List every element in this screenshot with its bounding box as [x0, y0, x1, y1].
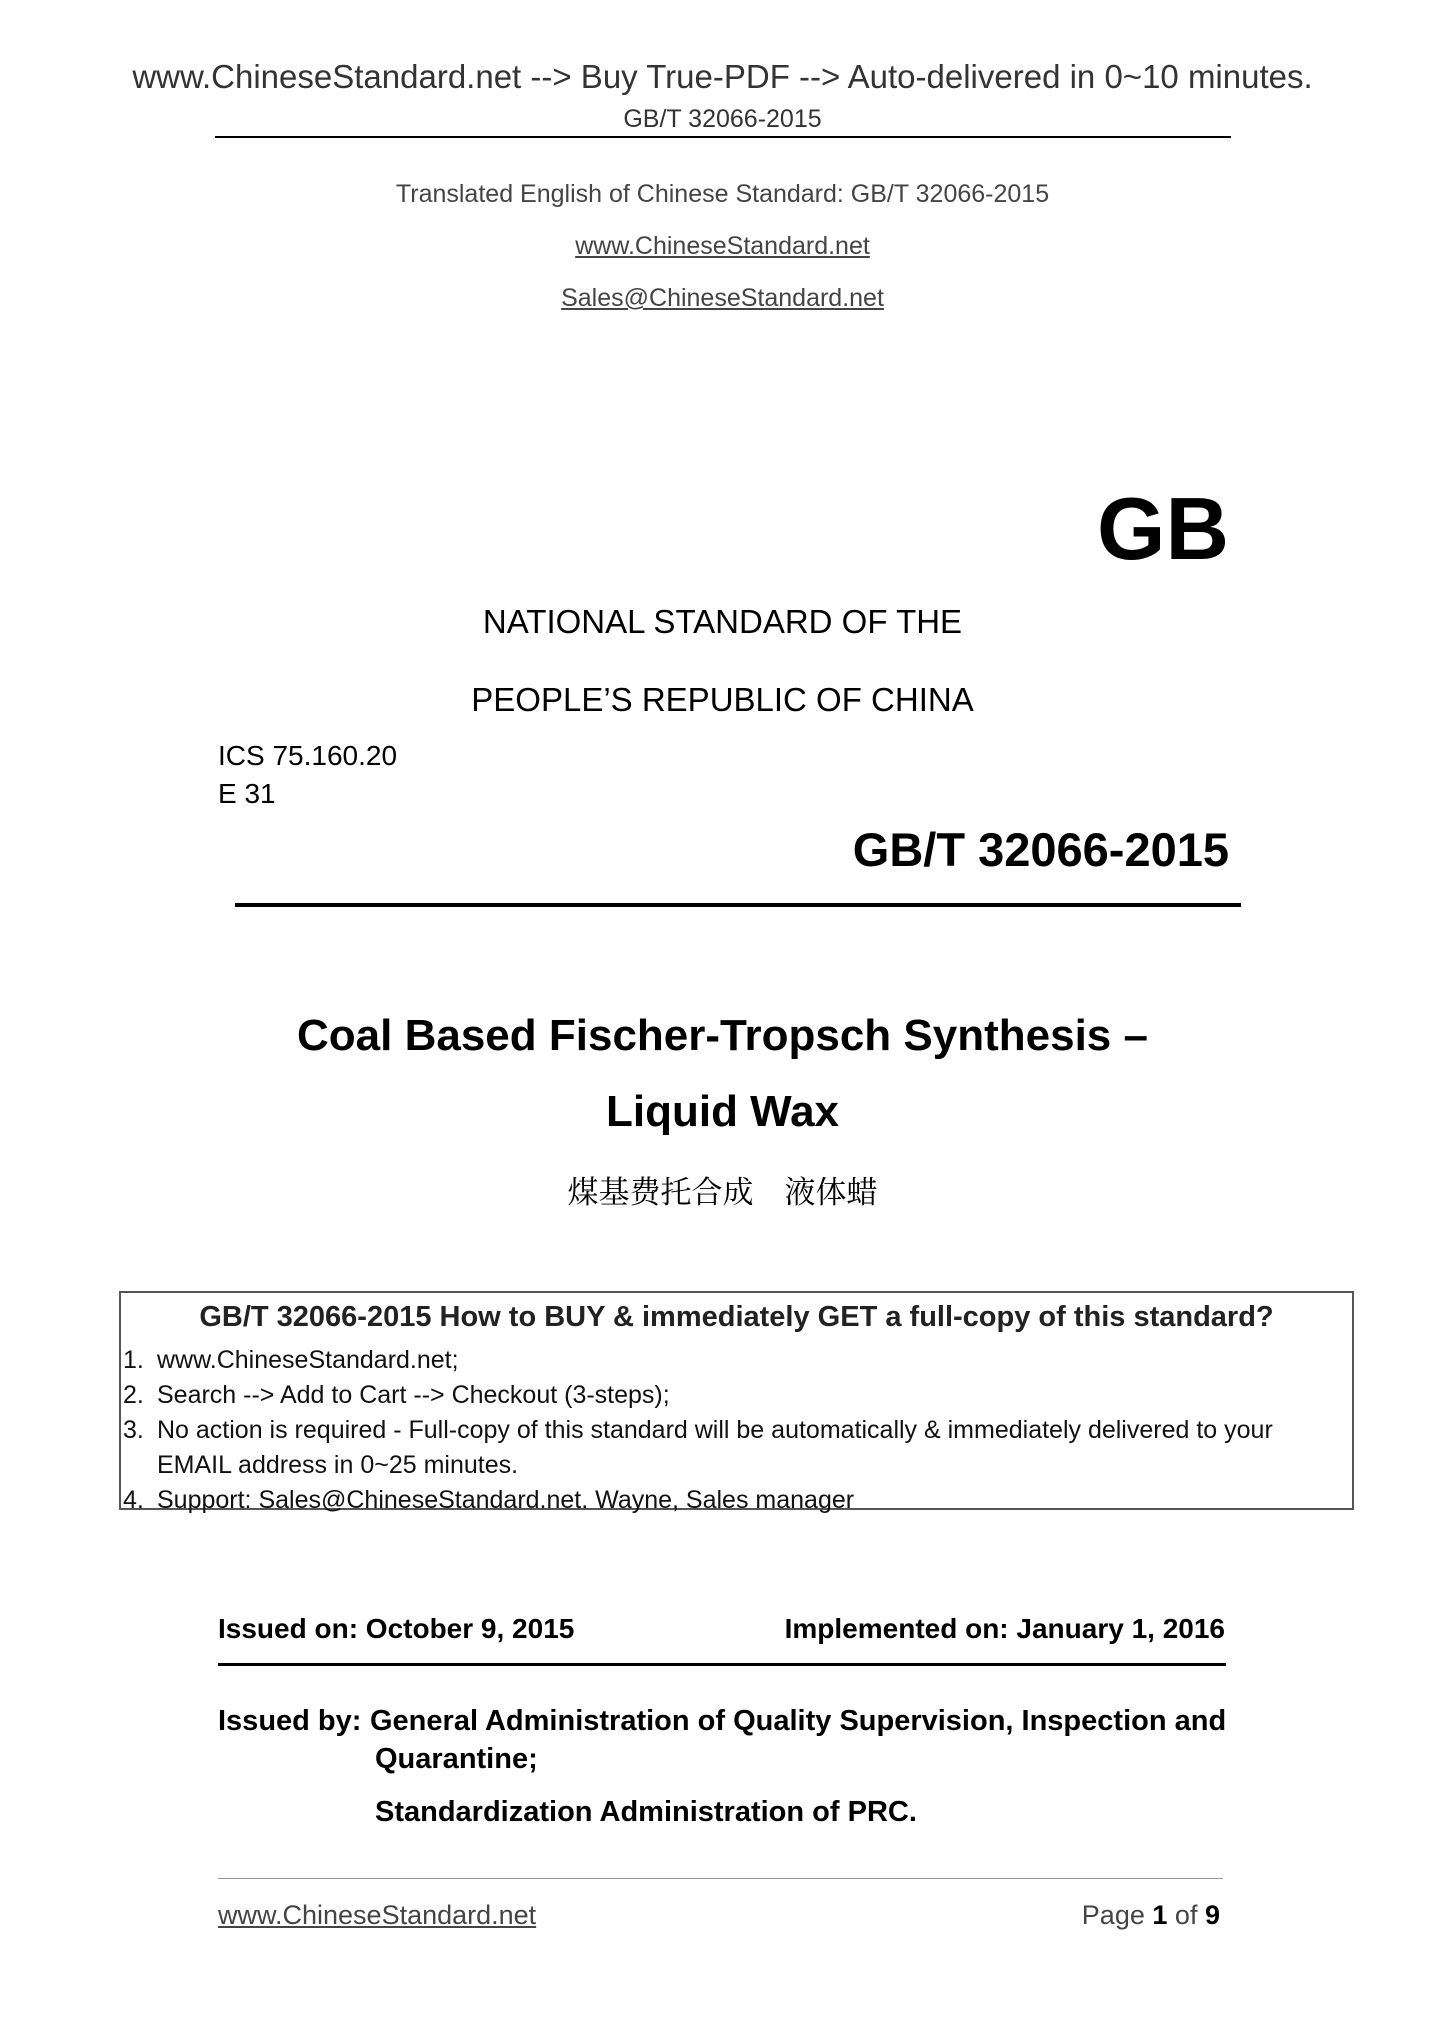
intro-email-row [0, 284, 1445, 313]
translated-line: Translated English of Chinese Standard: GB/T 32066-2015 [395, 180, 1050, 208]
header-standard-code: GB/T 32066-2015 [623, 105, 822, 133]
issuer-line2: Quarantine; [375, 1743, 538, 1775]
issued-by-label: Issued by: [218, 1705, 362, 1737]
step-text: No action is required - Full-copy of this standard will be automatically & immediately delivered to your EMAIL address in 0~25 minutes. [157, 1416, 1273, 1479]
step-number: 1. [123, 1346, 144, 1374]
issuer-line3: Standardization Administration of PRC. [375, 1796, 917, 1828]
footer-divider [218, 1878, 1223, 1879]
intro-website-row [0, 232, 1445, 261]
classification-code: E 31 [218, 778, 276, 809]
step-number: 3. [123, 1416, 144, 1444]
title-divider [235, 903, 1241, 907]
document-title-line1: Coal Based Fischer-Tropsch Synthesis – [297, 1011, 1148, 1060]
implemented-on-date: Implemented on: January 1, 2016 [784, 1613, 1225, 1644]
step-text[interactable]: www.ChineseStandard.net; [157, 1346, 459, 1374]
page-current: 1 [1152, 1900, 1168, 1930]
dates-divider [218, 1663, 1226, 1666]
header-divider [215, 136, 1231, 138]
purchase-steps-list [121, 1343, 1321, 1518]
document-title-line2: Liquid Wax [605, 1087, 840, 1136]
intro-website-link[interactable]: www.ChineseStandard.net [575, 232, 870, 260]
purchase-step [121, 1378, 1321, 1413]
ics-code: ICS 75.160.20 [218, 740, 398, 771]
purchase-step [121, 1413, 1321, 1483]
step-number: 4. [123, 1486, 144, 1514]
footer-website-link[interactable]: www.ChineseStandard.net [218, 1900, 537, 1930]
gb-logo: GB [1097, 479, 1229, 578]
document-title-chinese: 煤基费托合成 液体蜡 [567, 1175, 878, 1211]
issued-on-date: Issued on: October 9, 2015 [218, 1613, 575, 1644]
standard-number: GB/T 32066-2015 [852, 823, 1229, 876]
page-of: of [1174, 1900, 1198, 1930]
intro-email-link[interactable]: Sales@ChineseStandard.net [561, 284, 884, 312]
step-text: Support: Sales@ChineseStandard.net. Wayne, Sales manager [157, 1486, 855, 1514]
step-text: Search --> Add to Cart --> Checkout (3-steps); [157, 1381, 670, 1409]
page-total: 9 [1204, 1900, 1220, 1930]
header-banner: www.ChineseStandard.net --> Buy True-PDF --> Auto-delivered in 0~10 minutes. [132, 58, 1313, 95]
issuer-line1: General Administration of Quality Supervision, Inspection and [370, 1705, 1227, 1737]
page-prefix: Page [1081, 1900, 1145, 1930]
footer-website-row [218, 1900, 536, 1931]
purchase-info-heading: GB/T 32066-2015 How to BUY & immediately GET a full-copy of this standard? [199, 1301, 1274, 1333]
national-standard-line2: PEOPLE’S REPUBLIC OF CHINA [471, 681, 974, 718]
purchase-info-box [119, 1291, 1354, 1514]
national-standard-line1: NATIONAL STANDARD OF THE [482, 603, 963, 640]
step-number: 2. [123, 1381, 144, 1409]
purchase-step [121, 1483, 1321, 1518]
page-indicator [1082, 1900, 1220, 1931]
purchase-step [121, 1343, 1321, 1378]
